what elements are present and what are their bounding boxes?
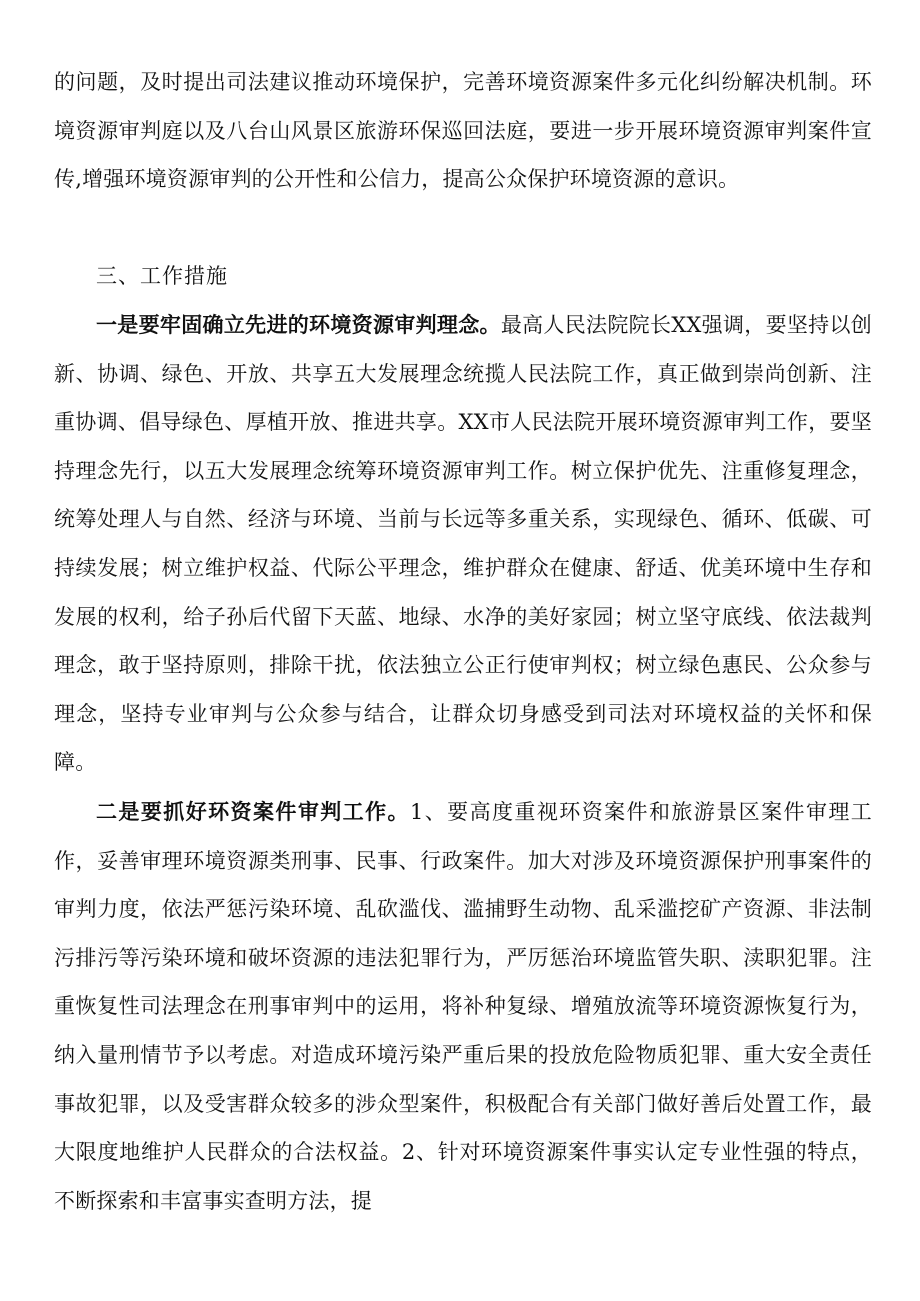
measure-1-lead: 一是要牢固确立先进的环境资源审判理念。 bbox=[96, 312, 501, 337]
measure-2-paragraph bbox=[54, 788, 872, 1225]
measure-1-paragraph bbox=[54, 301, 872, 787]
section-heading: 三、工作措施 bbox=[96, 264, 228, 288]
continuation-paragraph: 的问题，及时提出司法建议推动环境保护，完善环境资源案件多元化纠纷解决机制。环境资源审判庭以及八台山风景区旅游环保巡回法庭，要进一步开展环境资源审判案件宣传,增强环境资源审判的公开性和公信力，提高公众保护环境资源的意识。 bbox=[54, 70, 872, 192]
measure-1-body: 最高人民法院院长XX强调，要坚持以创新、协调、绿色、开放、共享五大发展理念统揽人民法院工作，真正做到崇尚创新、注重协调、倡导绿色、厚植开放、推进共享。XX市人民法院开展环境资源审判工作，要坚持理念先行，以五大发展理念统筹环境资源审判工作。树立保护优先、注重修复理念，统筹处理人与自然、经济与环境、当前与长远等多重关系，实现绿色、循环、低碳、可持续发展；树立维护权益、代际公平理念，维护群众在健康、舒适、优美环境中生存和发展的权利，给子孙后代留下天蓝、地绿、水净的美好家园；树立坚守底线、依法裁判理念，敢于坚持原则，排除干扰，依法独立公正行使审判权；树立绿色惠民、公众参与理念，坚持专业审判与公众参与结合，让群众切身感受到司法对环境权益的关怀和保障。 bbox=[54, 313, 872, 775]
measure-2-lead: 二是要抓好环资案件审判工作。 bbox=[96, 799, 410, 824]
measure-2-body: 1、要高度重视环资案件和旅游景区案件审理工作，妥善审理环境资源类刑事、民事、行政案件。加大对涉及环境资源保护刑事案件的审判力度，依法严惩污染环境、乱砍滥伐、滥捕野生动物、乱采滥挖矿产资源、非法制污排污等污染环境和破坏资源的违法犯罪行为，严厉惩治环境监管失职、渎职犯罪。注重恢复性司法理念在刑事审判中的运用，将补种复绿、增殖放流等环境资源恢复行为，纳入量刑情节予以考虑。对造成环境污染严重后果的投放危险物质犯罪、重大安全责任事故犯罪，以及受害群众较多的涉众型案件，积极配合有关部门做好善后处置工作，最大限度地维护人民群众的合法权益。2、针对环境资源案件事实认定专业性强的特点，不断探索和丰富事实查明方法，提 bbox=[54, 800, 872, 1213]
